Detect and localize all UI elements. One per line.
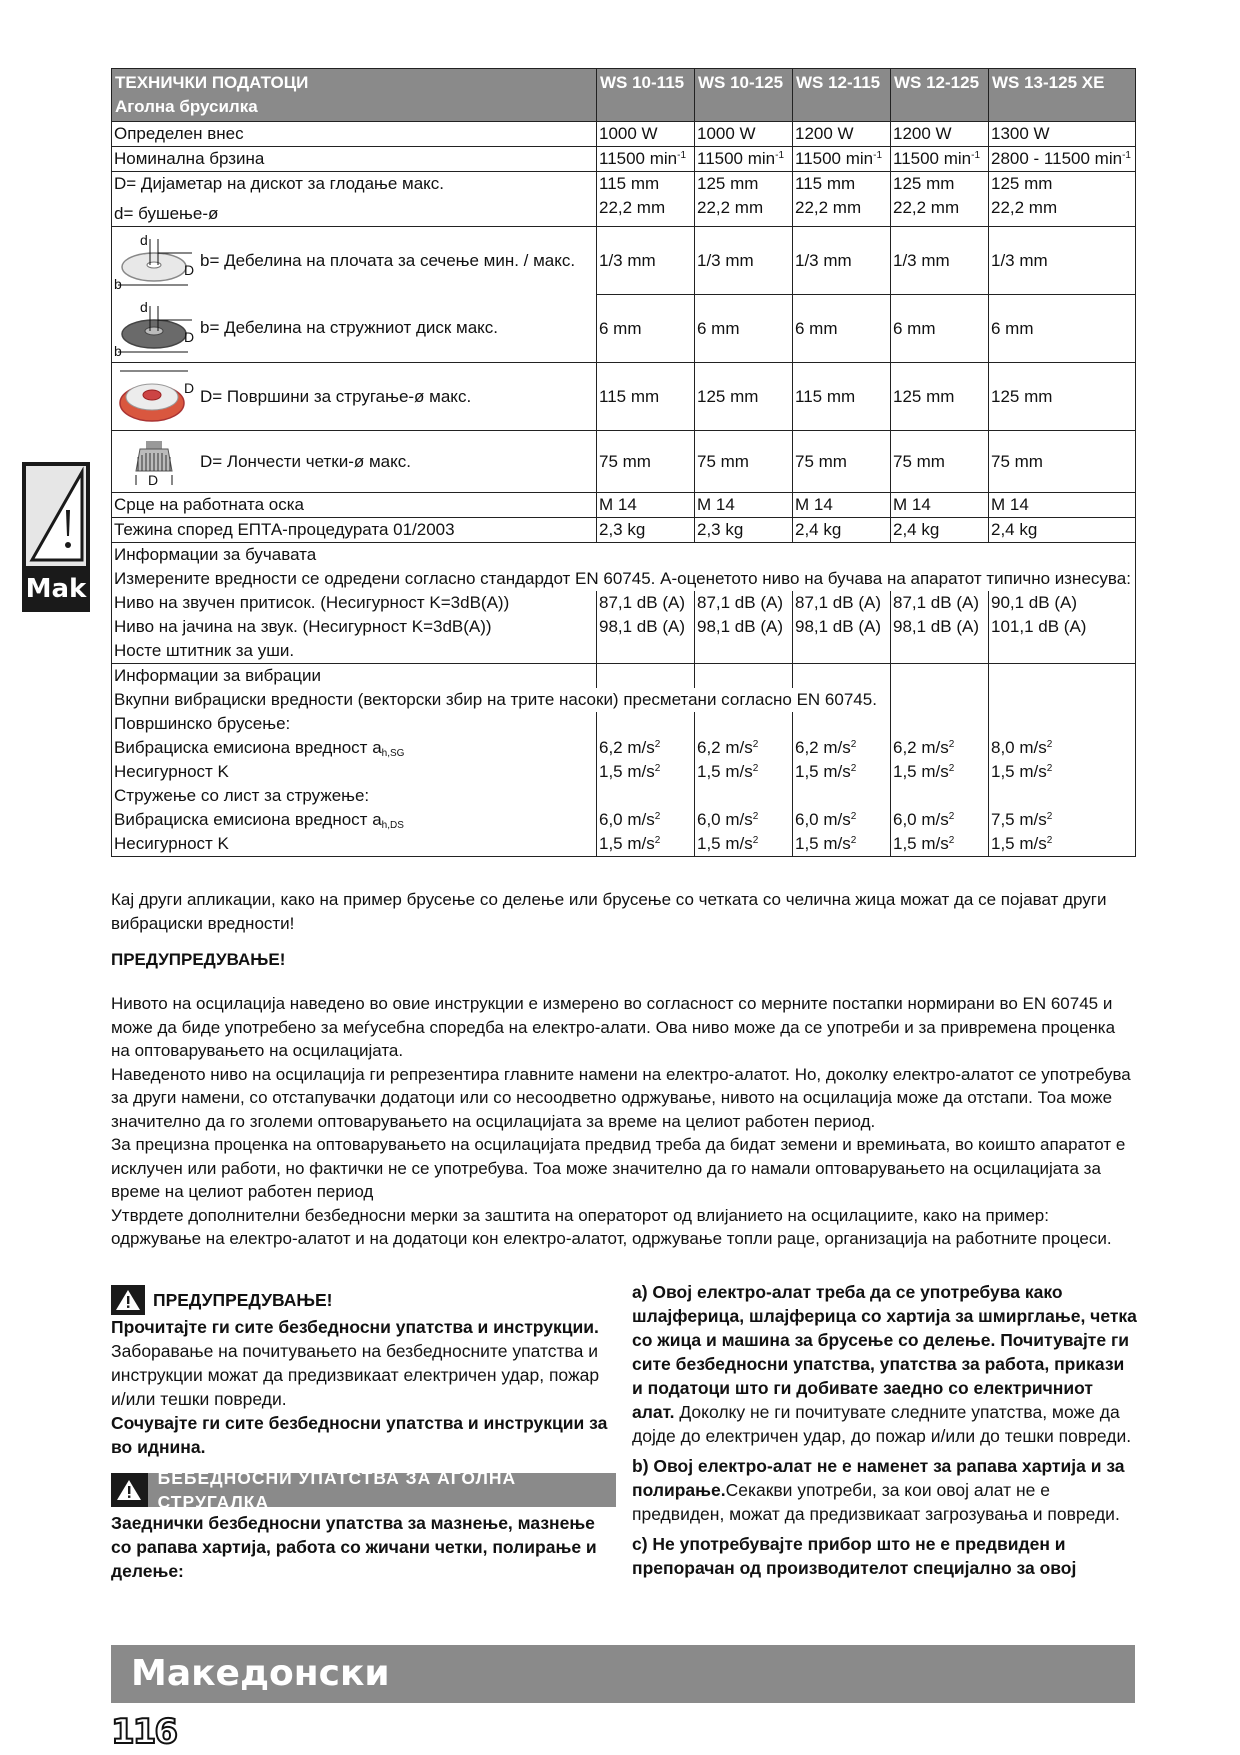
row-label: D D= Лончести четки-ø макс. [112,431,597,493]
cell: 1,5 $m/s^2$ [891,760,989,784]
vibration-intro: Вкупни вибрациски вредности (векторски збир на трите насоки) пресметани согласно EN 60745. [112,688,891,712]
cell: 125 mm [989,363,1136,431]
cell: 75 mm [891,431,989,493]
general-warning-title: ПРЕДУПРЕДУВАЊЕ! [111,1285,616,1315]
cell: 6,0 $m/s^2$ [597,808,695,832]
table-row [112,591,1136,615]
cup-brush-icon [114,437,194,487]
cell: 1,5 $m/s^2$ [989,760,1136,784]
cell: 6,0 $m/s^2$ [695,808,793,832]
cell: 98,1 dB (A) [793,615,891,639]
table-row [112,431,1136,493]
row-label: Определен внес [112,122,597,147]
cell: 75 mm [597,431,695,493]
common-safety-instructions: Заеднички безбедносни упатства за мазнење, мазнење со рапава хартија, работа со жичани четки, полирање и делење: [111,1513,597,1581]
model-header: WS 12-115 [793,69,891,122]
noise-title-row [112,543,1136,568]
cell: 1,5 $m/s^2$ [793,832,891,857]
cell: 6,2 $m/s^2$ [793,736,891,760]
cell: 6 mm [695,295,793,363]
row-label: d D b b= Дебелина на стружниот диск макс. [112,295,597,363]
forget-warning-text: Заборавање на почитувањето на безбедносните упатства и инструкции можат да предизвикаат електричен удар, пожар и/или тешки повреди. [111,1341,600,1409]
cell: 1/3 mm [597,227,695,295]
row-label: Вибрациска емисиона вредност $a_{h,DS}$ [112,808,597,832]
cell: 6 mm [891,295,989,363]
cell: 75 mm [989,431,1136,493]
table-header-row [112,69,1136,122]
cell: 11500 $\min^{-1}$ [891,147,989,172]
cell: 1,5 $m/s^2$ [891,832,989,857]
svg-text:D: D [184,329,194,346]
cell: 125 mm 22,2 mm [695,172,793,227]
cell: 2,4 kg [891,518,989,543]
model-header: WS 12-125 [891,69,989,122]
cell: 125 mm 22,2 mm [989,172,1136,227]
cell: 87,1 dB (A) [597,591,695,615]
model-header: WS 10-125 [695,69,793,122]
keep-instructions: Сочувајте ги сите безбедносни упатства и инструкции за во иднина. [111,1413,608,1457]
right-column [632,1280,1137,1580]
table-title: ТЕХНИЧКИ ПОДАТОЦИ [115,73,309,92]
noise-intro-row [112,567,1136,591]
cell: 87,1 dB (A) [695,591,793,615]
svg-text:b: b [114,343,122,359]
cell: 2800 - 11500 $\min^{-1}$ [989,147,1136,172]
left-column [111,1285,616,1583]
cell: 1000 W [597,122,695,147]
row-label: Стружење со лист за стружење: [112,784,597,808]
cell: 1200 W [793,122,891,147]
table-row [112,784,1136,808]
table-row [112,736,1136,760]
cell: 1,5 $m/s^2$ [597,832,695,857]
cell: 2,4 kg [793,518,891,543]
row-label: Ниво на звучен притисок. (Несигурност K=3dB(A)) [112,591,597,615]
cell: 115 mm [793,363,891,431]
grinding-disc-icon [114,298,194,358]
table-row [112,172,1136,227]
table-row [112,615,1136,639]
cell: 98,1 dB (A) [597,615,695,639]
cell: M 14 [695,493,793,518]
table-row [112,227,1136,295]
read-all-instructions: Прочитајте ги сите безбедносни упатства и инструкции. [111,1317,599,1337]
cutting-disc-icon [114,231,194,291]
cell: 125 mm [891,363,989,431]
language-label: Македонски [131,1653,390,1694]
technical-data-table [111,68,1136,857]
table-row [112,518,1136,543]
table-row [112,122,1136,147]
table-row [112,832,1136,857]
row-label: Површинско брусење: [112,712,597,736]
vibration-intro-row [112,688,1136,712]
row-label: D D= Површини за стругање-ø макс. [112,363,597,431]
row-label: D= Дијаметар на дискот за глодање макс. d= бушење-ø [112,172,597,227]
cell: 1,5 $m/s^2$ [989,832,1136,857]
cell: 6,2 $m/s^2$ [695,736,793,760]
cell: 115 mm 22,2 mm [597,172,695,227]
page-number: 116 [111,1712,176,1752]
row-label: Несигурност K [112,760,597,784]
cell: 1/3 mm [891,227,989,295]
cell: 101,1 dB (A) [989,615,1136,639]
warning-triangle-icon [26,466,86,566]
row-label: Срце на работната оска [112,493,597,518]
cell: 1,5 $m/s^2$ [695,760,793,784]
cell: 8,0 $m/s^2$ [989,736,1136,760]
cell: 11500 $\min^{-1}$ [695,147,793,172]
cell: M 14 [891,493,989,518]
cell: 98,1 dB (A) [695,615,793,639]
cell: 125 mm [695,363,793,431]
cell: 87,1 dB (A) [793,591,891,615]
sanding-pad-icon [114,367,194,427]
warning-icon [111,1473,148,1507]
svg-text:d: d [140,299,148,316]
cell: 115 mm 22,2 mm [793,172,891,227]
cell: 6,0 $m/s^2$ [891,808,989,832]
row-label: Ниво на јачина на звук. (Несигурност K=3dB(A)) [112,615,597,639]
vibration-title: Информации за вибрации [112,664,597,689]
cell: 125 mm 22,2 mm [891,172,989,227]
cell: 1200 W [891,122,989,147]
svg-text:D: D [184,261,194,278]
cell: 6 mm [793,295,891,363]
noise-intro: Измерените вредности се одредени согласно стандардот EN 60745. А-оценетото ниво на бучава на апаратот типично изнесува: [112,567,1136,591]
cell: 11500 $\min^{-1}$ [597,147,695,172]
vibration-title-row [112,664,1136,689]
other-applications-note: Кај други апликации, како на пример брусење со делење или брусење со четката со челична жица можат да се појават други вибрациски вредности! [111,890,1107,933]
cell: 6 mm [989,295,1136,363]
cell: 75 mm [695,431,793,493]
noise-title: Информации за бучавата [112,543,1136,568]
cell: 98,1 dB (A) [891,615,989,639]
model-header: WS 13-125 XE [989,69,1136,122]
cell: 1,5 $m/s^2$ [793,760,891,784]
cell: M 14 [597,493,695,518]
instruction-a: a) Овој електро-алат треба да се употребува како шлајферица, шлајферица со хартија за шмирглање, четка со жица и машина за брусење со делење. Почитувајте ги сите безбедносни упатства, упатства за работа, прикази и податоци што ги добивате заедно со електричниот алат. Доколку не ги почитувате следните упатства, може да дојде до електричен удар, до пожар и/или до тешки повреди. [632,1282,1137,1446]
svg-text:d: d [140,231,148,248]
safety-instructions-bar: БЕБЕДНОСНИ УПАТСТВА ЗА АГОЛНА СТРУГАЛКА [111,1473,616,1507]
side-tab-label: Mak [25,574,87,604]
warning-icon [111,1285,145,1315]
cell: 75 mm [793,431,891,493]
language-side-tab [22,462,90,612]
row-label: Номинална брзина [112,147,597,172]
cell: 90,1 dB (A) [989,591,1136,615]
table-row [112,808,1136,832]
cell: 2,4 kg [989,518,1136,543]
warning-heading: ПРЕДУПРЕДУВАЊЕ! [111,950,286,969]
table-row [112,712,1136,736]
cell: 2,3 kg [695,518,793,543]
cell: 115 mm [597,363,695,431]
table-row [112,639,1136,664]
instruction-b: b) Овој електро-алат не е наменет за рапава хартија и за полирање.Секакви употреби, за кои овој алат не е предвиден, можат да предизвикаат загрозувања и повреди. [632,1456,1125,1524]
vibration-warning-text: Нивото на осцилација наведено во овие инструкции е измерено во согласност со мерните постапки нормирани во EN 60745 и може да биде употребено за меѓусебна споредба на електро-алати. Ова ниво може да се употреби и за привремена проценка на оптоварувањето на осцилацијата. Наведеното ниво на осцилација ги репрезентира главните намени на електро-алатот. Но, доколку електро-алатот се употребува за други намени, со отстапувачки додатоци или со несоодветно одржување, нивото на осцилација може да отстапи. Тоа може значително да го зголеми оптоварувањето на осцилацијата за време на целиот работен период. За прецизна проценка на оптоварувањето на осцилацијата предвид треба да бидат земени и времињата, во коишто апаратот е исклучен или работи, но фактички не се употребува. Тоа може значително да го намали оптоварувањето на осцилацијата за време на целиот работен период Утврдете дополнителни безбедносни мерки за заштита на операторот од влијанието на осцилациите, како на пример: одржување на електро-алатот и на додатоци кон електро-алатот, одржување топли раце, организација на работните процеси. [111,994,1131,1248]
svg-text:b: b [114,275,122,291]
table-row [112,295,1136,363]
table-row [112,147,1136,172]
cell: 6 mm [597,295,695,363]
table-row [112,493,1136,518]
cell: 1/3 mm [989,227,1136,295]
cell: 1/3 mm [695,227,793,295]
cell: M 14 [793,493,891,518]
cell: 87,1 dB (A) [891,591,989,615]
row-label: d D b b= Дебелина на плочата за сечење мин. / макс. [112,227,597,295]
svg-text:D: D [148,471,159,487]
cell: 2,3 kg [597,518,695,543]
ear-protection-note: Носте штитник за уши. [112,639,597,664]
table-subtitle: Аголна брусилка [115,97,258,116]
cell: 1300 W [989,122,1136,147]
model-header: WS 10-115 [597,69,695,122]
row-label: Несигурност K [112,832,597,857]
cell: 6,2 $m/s^2$ [597,736,695,760]
cell: 7,5 $m/s^2$ [989,808,1136,832]
cell: 1,5 $m/s^2$ [695,832,793,857]
table-row [112,363,1136,431]
cell: 6,2 $m/s^2$ [891,736,989,760]
cell: 6,0 $m/s^2$ [793,808,891,832]
cell: 1,5 $m/s^2$ [597,760,695,784]
cell: M 14 [989,493,1136,518]
language-footer-bar [111,1645,1135,1703]
cell: 11500 $\min^{-1}$ [793,147,891,172]
cell: 1000 W [695,122,793,147]
svg-text:D: D [184,379,194,396]
table-row [112,760,1136,784]
instruction-c: c) Не употребувајте прибор што не е предвиден и препорачан од производителот специјално за овој [632,1534,1077,1578]
row-label: Тежина според ЕПТА-процедурата 01/2003 [112,518,597,543]
cell: 1/3 mm [793,227,891,295]
row-label: Вибрациска емисиона вредност $a_{h,SG}$ [112,736,597,760]
